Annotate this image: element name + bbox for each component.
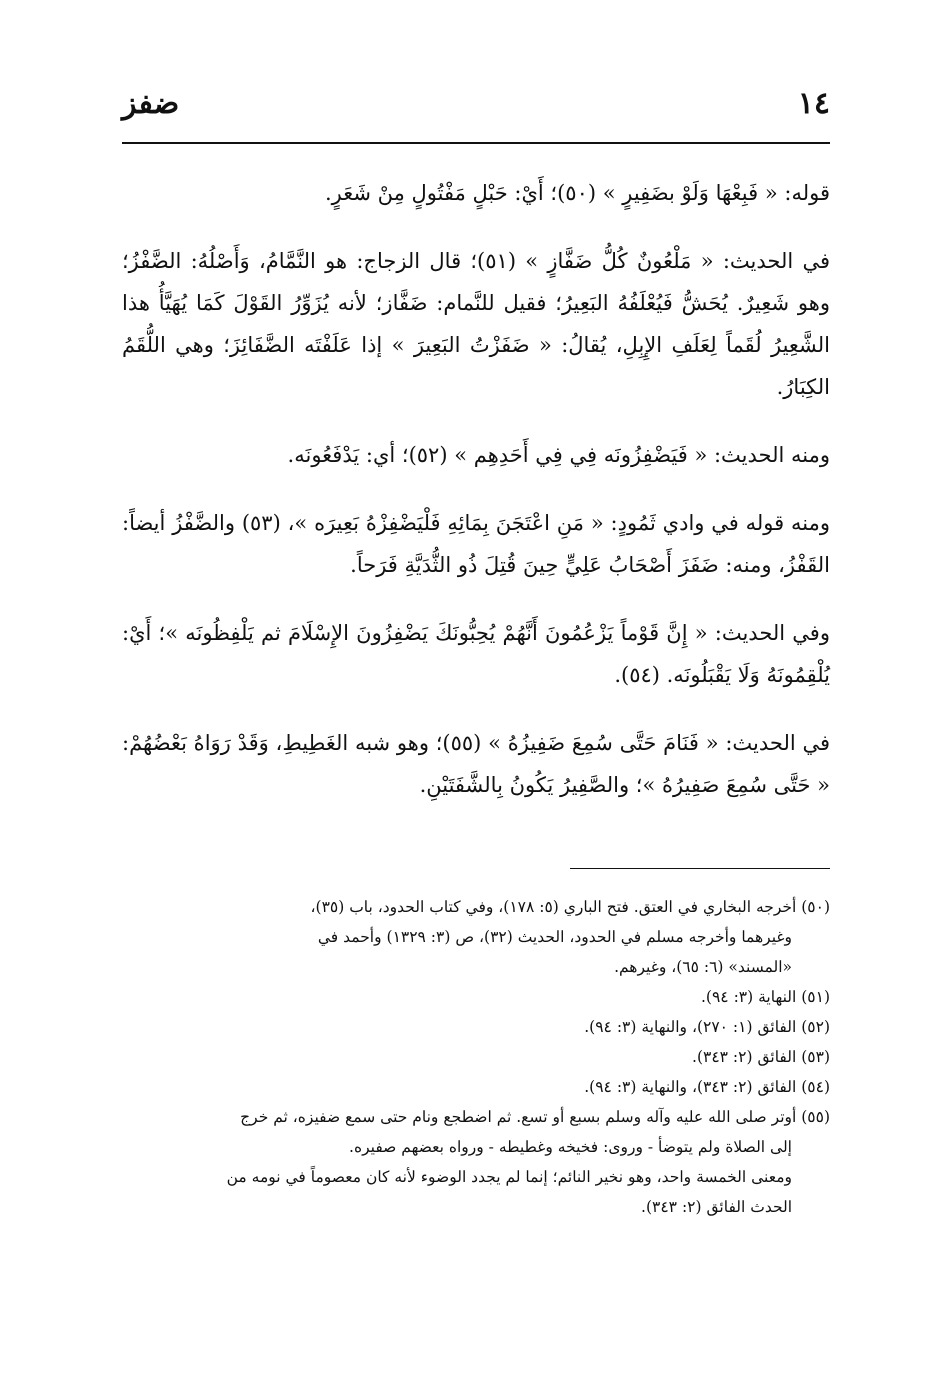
footnote-line: «المسند» (٦: ٦٥)، وغيرهم. [614,958,792,976]
footnote-line: (٥٠) أخرجه البخاري في العتق. فتح الباري (٥: ١٧٨)، وفي كتاب الحدود، باب (٣٥)، [310,898,830,916]
footnote-line: (٥٢) الفائق (١: ٢٧٠)، والنهاية (٣: ٩٤). [584,1018,830,1036]
footnote-line: ومعنى الخمسة واحد، وهو نخير النائم؛ إنما لم يجدد الوضوء لأنه كان معصوماً في نومه من [226,1168,792,1186]
paragraph: ومنه قوله في وادي ثَمُودٍ: « مَنِ اعْتَجَنَ بِمَائِهِ فَلْيَضْفِزْهُ بَعِيرَه »، (٥٣) والضَّفْزُ أيضاً: القَفْزُ، ومنه: ضَفَزَ أَصْحَابُ عَلِيٍّ حِينَ قُتِلَ ذُو الثُّدَيَّةِ فَرَحاً. [122,511,830,577]
paragraph: وفي الحديث: « إِنَّ قَوْماً يَزْعُمُونَ أَنَّهُمْ يُحِبُّونَكَ يَضْفِزُونَ الإِسْلَامَ ثم يَلْفِظُونَه »؛ أَيْ: يُلْقِمُونَهُ وَلَا يَقْبَلُونَه. (٥٤). [122,621,830,687]
paragraph: قوله: « فَبِعْهَا وَلَوْ بضَفِيرٍ » (٥٠)؛ أَيْ: حَبْلٍ مَفْتُولٍ مِنْ شَعَرٍ. [324,181,830,205]
footnote-line: وغيرهما وأخرجه مسلم في الحدود، الحديث (٣٢)، ص (٣: ١٣٢٩) وأحمد في [317,928,792,946]
footnote-line: إلى الصلاة ولم يتوضأ - وروى: فخيخه وغطيطه - ورواه بعضهم صفيره. [349,1138,792,1156]
footnote-line: الحدث الفائق (٢: ٣٤٣). [641,1198,792,1216]
footnote-line: (٥٣) الفائق (٢: ٣٤٣). [692,1048,830,1066]
page-number: ١٤ [797,86,830,121]
paragraph: ومنه الحديث: « فَيَضْفِزُونَه فِي فِي أَحَدِهِم » (٥٢)؛ أي: يَدْفَعُونَه. [287,443,830,467]
footnote-line: (٥١) النهاية (٣: ٩٤). [701,988,830,1006]
paragraph: في الحديث: « مَلْعُونٌ كُلُّ ضَفَّازٍ » (٥١)؛ قال الزجاج: هو النَّمَّامُ، وَأَصْلُهُ: الضَّفْزُ؛ وهو شَعِيرٌ. يُحَشُّ فَيُعْلَفُهُ البَعِيرُ؛ فقيل للنَّمام: ضَفَّاز؛ لأنه يُزَوِّرُ القَوْلَ كَمَا يُهَيَّأُ هذا الشَّعِيرُ لُقَماً لِعَلَفِ الإِبِلِ، يُقالُ: « ضَفَزْتُ البَعِيرَ » إذا عَلَفْتَه الضَّفَائِزَ؛ وهي اللُّقَمُ الكِبَارُ. [122,249,830,399]
footnote-line: (٥٥) أوتر صلى الله عليه وآله وسلم بسبع أو تسع. ثم اضطجع ونام حتى سمع ضفيزه، ثم خرج [240,1108,830,1126]
footnotes [122,892,830,1222]
header-entry-word: ضفز [122,86,180,121]
footnote-separator [570,868,830,869]
running-header [122,84,830,128]
body-text [122,172,830,832]
paragraph: في الحديث: « فَنَامَ حَتَّى سُمِعَ ضَفِيزُهُ » (٥٥)؛ وهو شبه الغَطِيطِ، وَقَدْ رَوَاهُ بَعْضُهُمْ: « حَتَّى سُمِعَ صَفِيرُهُ »؛ والصَّفِيرُ يَكُونُ بِالشَّفَتَيْنِ. [122,731,830,797]
footnote-line: (٥٤) الفائق (٢: ٣٤٣)، والنهاية (٣: ٩٤). [584,1078,830,1096]
header-rule [122,142,830,144]
